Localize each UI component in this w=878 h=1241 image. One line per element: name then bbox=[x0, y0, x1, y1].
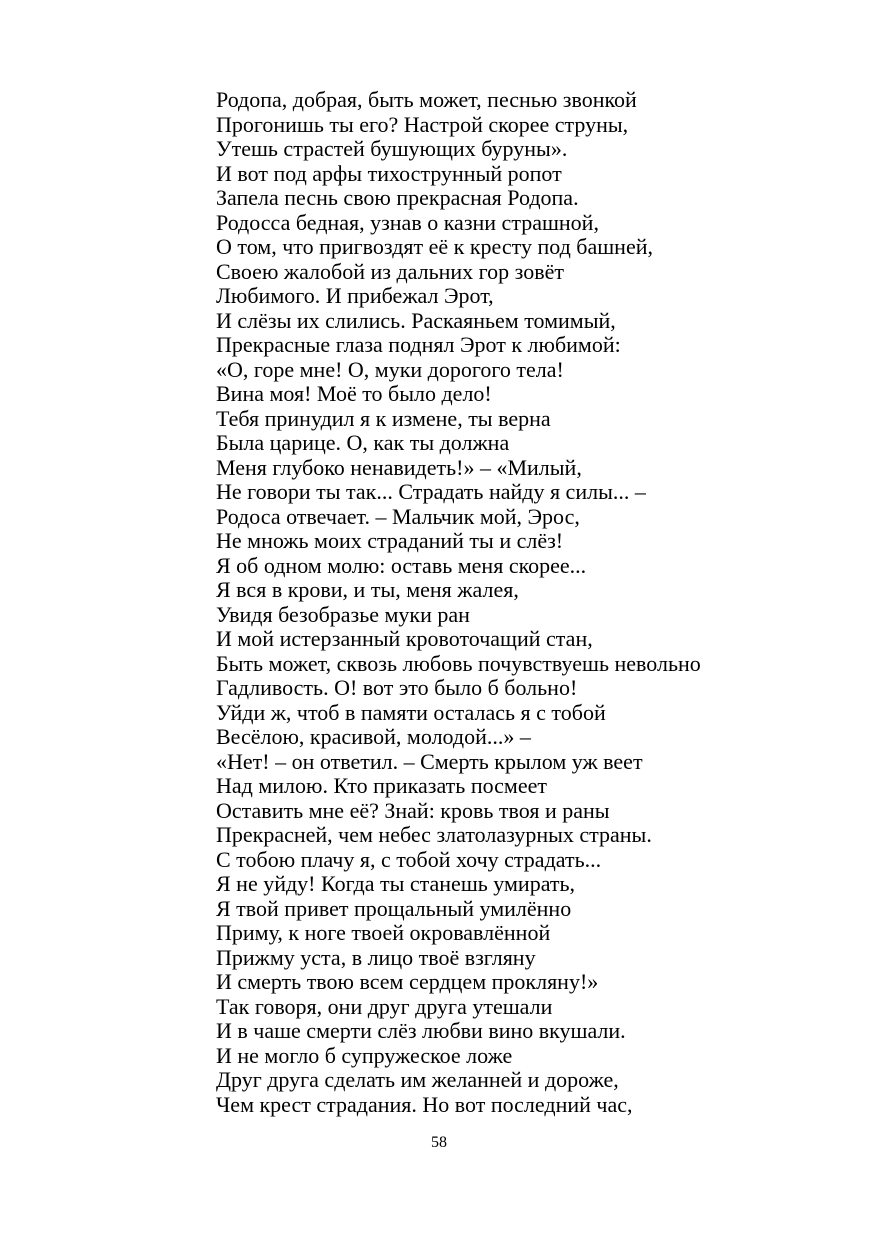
poem-line: И в чаше смерти слёз любви вино вкушали. bbox=[216, 1018, 626, 1043]
poem-line: Меня глубоко ненавидеть!» – «Милый, bbox=[216, 454, 582, 480]
poem-line: Прижму уста, в лицо твоё взгляну bbox=[216, 944, 536, 970]
poem-line: Над милою. Кто приказать посмеет bbox=[216, 773, 547, 798]
poem-line: Прекрасней, чем небес златолазурных страны. bbox=[216, 822, 652, 847]
poem-line: С тобою плачу я, с тобой хочу страдать... bbox=[216, 846, 602, 872]
poem-line: Увидя безобразье муки ран bbox=[216, 601, 470, 627]
poem-line: Чем крест страдания. Но вот последний час, bbox=[216, 1091, 633, 1117]
page-number: 58 bbox=[431, 1134, 447, 1151]
poem-line: Утешь страстей бушующих буруны». bbox=[216, 136, 568, 161]
poem-line: Быть может, сквозь любовь почувствуешь невольно bbox=[216, 650, 701, 676]
poem-line: Была царице. О, как ты должна bbox=[216, 430, 510, 455]
poem-line: Так говоря, они друг друга утешали bbox=[216, 993, 553, 1019]
poem-line: Уйди ж, чтоб в памяти осталась я с тобой bbox=[216, 699, 606, 725]
poem-line: Оставить мне её? Знай: кровь твоя и раны bbox=[216, 797, 610, 823]
poem-line: Я не уйду! Когда ты станешь умирать, bbox=[216, 871, 576, 896]
poem-line: «Нет! – он ответил. – Смерть крылом уж веет bbox=[216, 748, 643, 774]
poem-line: Я вся в крови, и ты, меня жалея, bbox=[216, 577, 519, 602]
poem-line: Не говори ты так... Страдать найду я силы... – bbox=[216, 479, 646, 504]
poem-line: Родоса отвечает. – Мальчик мой, Эрос, bbox=[216, 503, 580, 529]
poem-line: Друг друга сделать им желанней и дороже, bbox=[216, 1067, 619, 1092]
poem-line: И вот под арфы тихострунный ропот bbox=[216, 160, 562, 186]
poem-line: И слёзы их слились. Раскаяньем томимый, bbox=[216, 307, 616, 333]
poem-line: Прогонишь ты его? Настрой скорее струны, bbox=[216, 111, 629, 137]
poem-line: Любимого. И прибежал Эрот, bbox=[216, 283, 494, 308]
poem-line: И мой истерзанный кровоточащий стан, bbox=[216, 626, 593, 651]
poem-line: Своею жалобой из дальних гор зовёт bbox=[216, 258, 564, 284]
poem-line: Весёлою, красивой, молодой...» – bbox=[216, 724, 531, 749]
poem-line: Родопа, добрая, быть может, песнью звонкой bbox=[216, 87, 637, 112]
poem-line: Приму, к ноге твоей окровавлённой bbox=[216, 920, 551, 945]
poem-line: Запела песнь свою прекрасная Родопа. bbox=[216, 185, 579, 210]
poem-line: О том, что пригвоздят её к кресту под башней, bbox=[216, 234, 653, 259]
poem-line: Прекрасные глаза поднял Эрот к любимой: bbox=[216, 332, 621, 357]
poem-line: Вина моя! Моё то было дело! bbox=[216, 381, 492, 406]
poem-line: Не множь моих страданий ты и слёз! bbox=[216, 528, 564, 553]
poem-line: «О, горе мне! О, муки дорогого тела! bbox=[216, 356, 564, 382]
poem-line: Гадливость. О! вот это было б больно! bbox=[216, 675, 578, 700]
poem-line: Я твой привет прощальный умилённо bbox=[216, 895, 572, 921]
poem-line: И не могло б супружеское ложе bbox=[216, 1042, 513, 1068]
poem-line: Тебя принудил я к измене, ты верна bbox=[216, 405, 551, 431]
poem-line: Родосса бедная, узнав о казни страшной, bbox=[216, 209, 599, 235]
poem-text bbox=[216, 88, 836, 1117]
poem-line: И смерть твою всем сердцем прокляну!» bbox=[216, 969, 599, 994]
poem-line: Я об одном молю: оставь меня скорее... bbox=[216, 552, 587, 578]
